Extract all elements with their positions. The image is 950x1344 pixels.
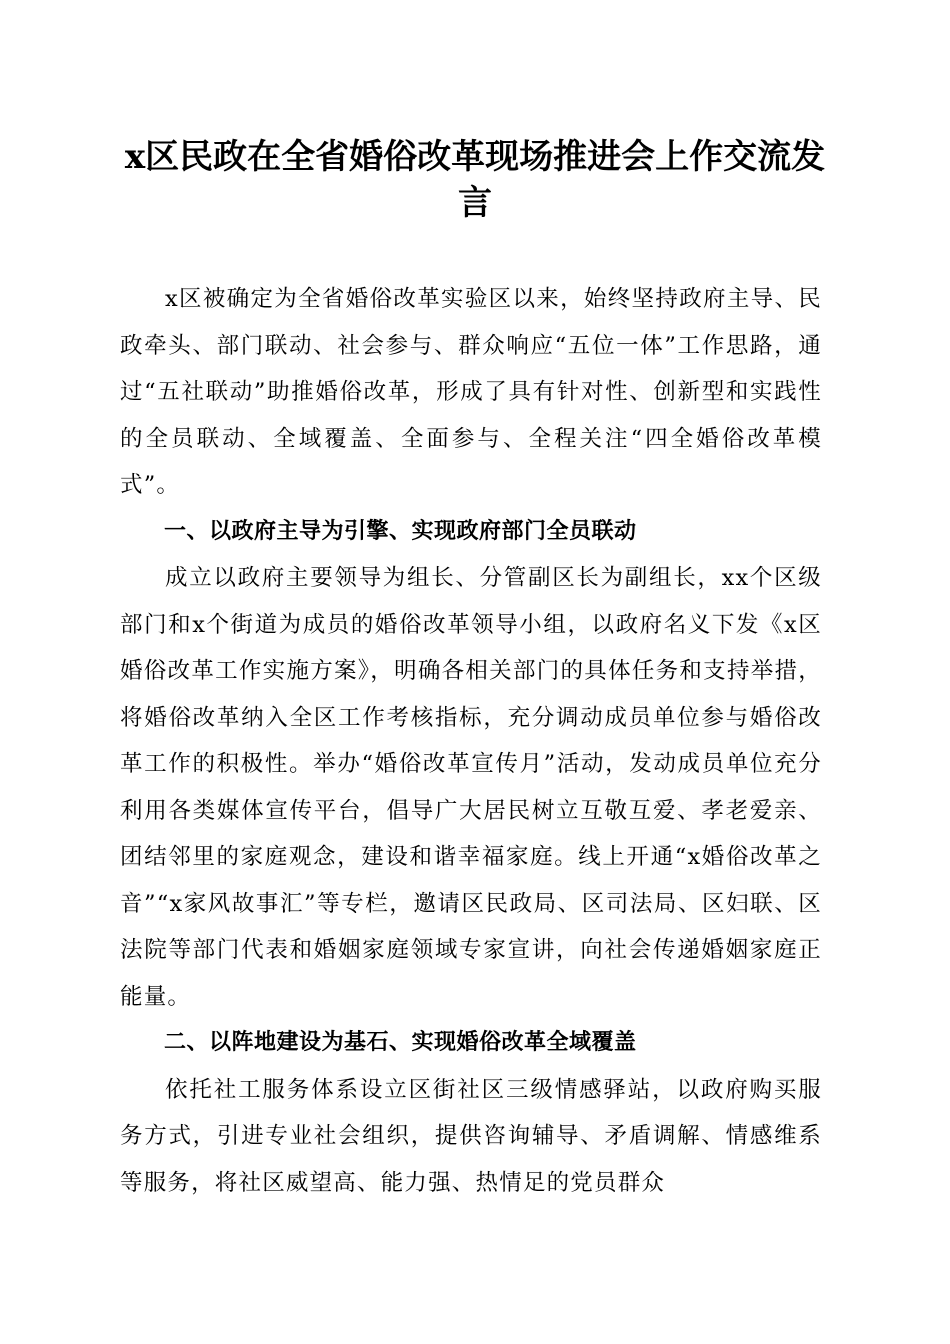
document-body bbox=[120, 276, 822, 1206]
section-1-paragraph: 成立以政府主要领导为组长、分管副区长为副组长，xx个区级部门和x个街道为成员的婚俗改革领导小组，以政府名义下发《x区婚俗改革工作实施方案》，明确各相关部门的具体任务和支持举措，将婚俗改革纳入全区工作考核指标，充分调动成员单位参与婚俗改革工作的积极性。举办“婚俗改革宣传月”活动，发动成员单位充分利用各类媒体宣传平台，倡导广大居民树立互敬互爱、孝老爱亲、团结邻里的家庭观念，建设和谐幸福家庭。线上开通“x婚俗改革之音”“x家风故事汇”等专栏，邀请区民政局、区司法局、区妇联、区法院等部门代表和婚姻家庭领域专家宣讲，向社会传递婚姻家庭正能量。 bbox=[120, 565, 822, 1010]
intro-paragraph: x区被确定为全省婚俗改革实验区以来，始终坚持政府主导、民政牵头、部门联动、社会参与、群众响应“五位一体”工作思路，通过“五社联动”助推婚俗改革，形成了具有针对性、创新型和实践性的全员联动、全域覆盖、全面参与、全程关注“四全婚俗改革模式”。 bbox=[120, 286, 822, 498]
section-heading-2: 二、以阵地建设为基石、实现婚俗改革全域覆盖 bbox=[164, 1030, 637, 1055]
section-heading-1: 一、以政府主导为引擎、实现政府部门全员联动 bbox=[164, 518, 637, 544]
document-title: x区民政在全省婚俗改革现场推进会上作交流发言 bbox=[124, 137, 826, 223]
section-2-paragraph: 依托社工服务体系设立区街社区三级情感驿站，以政府购买服务方式，引进专业社会组织，提供咨询辅导、矛盾调解、情感维系等服务，将社区威望高、能力强、热情足的党员群众 bbox=[120, 1076, 822, 1196]
